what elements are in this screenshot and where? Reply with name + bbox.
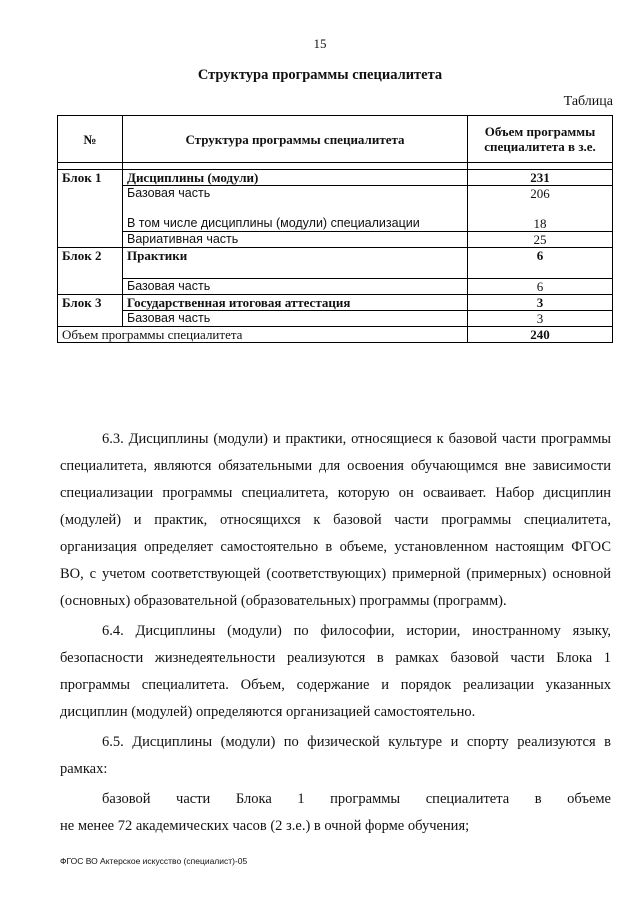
page-title: Структура программы специалитета	[197, 67, 443, 83]
block-title: Государственная итоговая аттестация	[123, 295, 468, 311]
block-title: Дисциплины (модули)	[123, 170, 468, 186]
table-row	[58, 311, 613, 327]
table-separator	[58, 163, 613, 170]
row-value: 18	[468, 216, 613, 232]
block-total: 231	[468, 170, 613, 186]
total-value: 240	[468, 327, 613, 343]
table-row	[58, 216, 613, 232]
program-structure-table	[57, 115, 613, 343]
row-name: Базовая часть	[123, 279, 468, 295]
row-name: В том числе дисциплины (модули) специализации	[123, 216, 468, 232]
paragraph-6-5-item: базовой части Блока 1 программы специалитета в объеме	[102, 791, 611, 807]
table-row	[58, 186, 613, 217]
row-value: 3	[468, 311, 613, 327]
table-caption: Таблица	[563, 94, 613, 109]
body-text	[60, 426, 611, 840]
page-number: 15	[313, 36, 327, 51]
block-title: Практики	[123, 248, 468, 279]
table-total-row	[58, 327, 613, 343]
row-name: Базовая часть	[123, 311, 468, 327]
block-total: 6	[468, 248, 613, 279]
table-row	[58, 248, 613, 279]
row-value: 25	[468, 232, 613, 248]
block-label: Блок 3	[58, 295, 123, 327]
paragraph-6-5: 6.5. Дисциплины (модули) по физической культуре и спорту реализуются в рамках:	[60, 734, 611, 777]
block-label: Блок 2	[58, 248, 123, 295]
row-value: 206	[468, 186, 613, 217]
paragraph-6-3: 6.3. Дисциплины (модули) и практики, относящиеся к базовой части программы специалитета, являются обязательными для освоения обучающимся вне зависимости специализации программы специалитета, которую он осваивает. Набор дисциплин (модулей) и практик, относящихся к базовой части программы специалитета, организация определяет самостоятельно в объеме, установленном настоящим ФГОС ВО, с учетом соответствующей (соответствующих) примерной (примерных) основной (основных) образовательной (образовательных) программы (программ).	[60, 431, 611, 609]
row-name: Базовая часть	[123, 186, 468, 217]
header-volume: Объем программы специалитета в з.е.	[468, 116, 613, 163]
row-name: Вариативная часть	[123, 232, 468, 248]
block-total: 3	[468, 295, 613, 311]
header-number: №	[58, 116, 123, 163]
row-value: 6	[468, 279, 613, 295]
header-structure: Структура программы специалитета	[123, 116, 468, 163]
table-row	[58, 232, 613, 248]
block-label: Блок 1	[58, 170, 123, 248]
total-label: Объем программы специалитета	[58, 327, 468, 343]
table-header-row	[58, 116, 613, 163]
table-row	[58, 279, 613, 295]
table-row	[58, 295, 613, 311]
table-row	[58, 170, 613, 186]
paragraph-6-5-item-continued: не менее 72 академических часов (2 з.е.) в очной форме обучения;	[60, 818, 470, 834]
paragraph-6-4: 6.4. Дисциплины (модули) по философии, истории, иностранному языку, безопасности жизнедеятельности реализуются в рамках базовой части Блока 1 программы специалитета. Объем, содержание и порядок реализации указанных дисциплин (модулей) определяются организацией самостоятельно.	[60, 623, 611, 720]
document-footer: ФГОС ВО Актерское искусство (специалист)-05	[60, 856, 248, 866]
